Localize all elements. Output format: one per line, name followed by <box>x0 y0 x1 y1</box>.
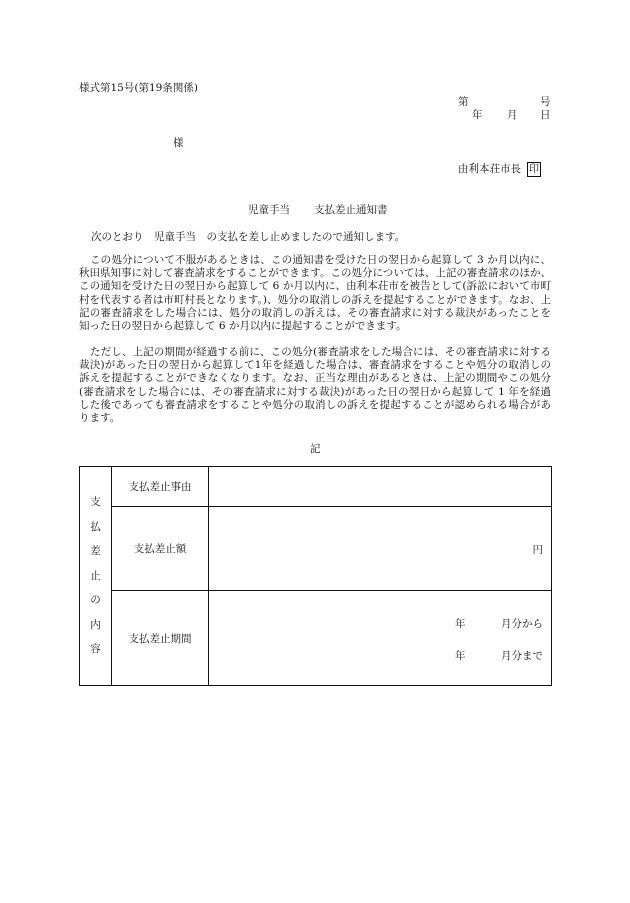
period-to-suffix: 月分まで <box>501 650 543 662</box>
form-number: 様式第15号(第19条関係) <box>79 82 198 94</box>
issuer-name: 由利本荘市長 <box>458 163 521 175</box>
reason-label: 支払差止事由 <box>112 467 209 507</box>
period-from-year: 年 <box>455 618 466 630</box>
side-label: 支 払 差 止 の 内 容 <box>80 467 112 686</box>
period-value <box>209 591 552 686</box>
date-month: 月 <box>507 109 518 121</box>
period-from-suffix: 月分から <box>501 618 543 630</box>
amount-unit: 円 <box>532 544 543 556</box>
date-day: 日 <box>540 109 551 121</box>
period-to-year: 年 <box>455 650 466 662</box>
reason-value <box>209 467 552 507</box>
doc-number-dai: 第 <box>458 96 469 108</box>
date-year: 年 <box>472 109 483 121</box>
issuer <box>458 161 541 177</box>
ki-label: 記 <box>310 443 321 455</box>
detail-table <box>79 466 552 686</box>
title-part2: 支払差止通知書 <box>314 204 388 216</box>
amount-value <box>209 507 552 591</box>
paragraph-appeal: この処分について不服があるときは、この通知書を受けた日の翌日から起算して 3 か月以内に、秋田県知事に対して審査請求をすることができます。この処分については、上記の審査請求のほか、この通知を受けた日の翌日から起算して 6 か月以内に、由利本荘市を被告として(訴訟において市町村を代表する者は市町村長となります。)、処分の取消しの訴えを提起することができます。なお、上記の審査請求をした場合には、処分の取消しの訴えは、その審査請求に対する裁決があったことを知った日の翌日から起算して 6 か月以内に提起することができます。 <box>79 254 551 333</box>
paragraph-deadline: ただし、上記の期間が経過する前に、この処分(審査請求をした場合には、その審査請求に対する裁決)があった日の翌日から起算して1年を経過した場合は、審査請求をすることや処分の取消しの訴えを提起することができなくなります。なお、正当な理由があるときは、上記の期間やこの処分(審査請求をした場合には、その審査請求に対する裁決)があった日の翌日から起算して 1 年を経過した後であっても審査請求をすることや処分の取消しの訴えを提起することが認められる場合があります。 <box>79 346 551 425</box>
title-part1: 児童手当 <box>248 204 290 216</box>
doc-number-go: 号 <box>540 96 551 108</box>
addressee-suffix: 様 <box>173 137 184 149</box>
intro-text: 次のとおり 児童手当 の支払を差し止めましたので通知します。 <box>91 231 406 243</box>
seal-stamp: 印 <box>529 163 539 175</box>
period-label: 支払差止期間 <box>112 591 209 686</box>
amount-label: 支払差止額 <box>112 507 209 591</box>
